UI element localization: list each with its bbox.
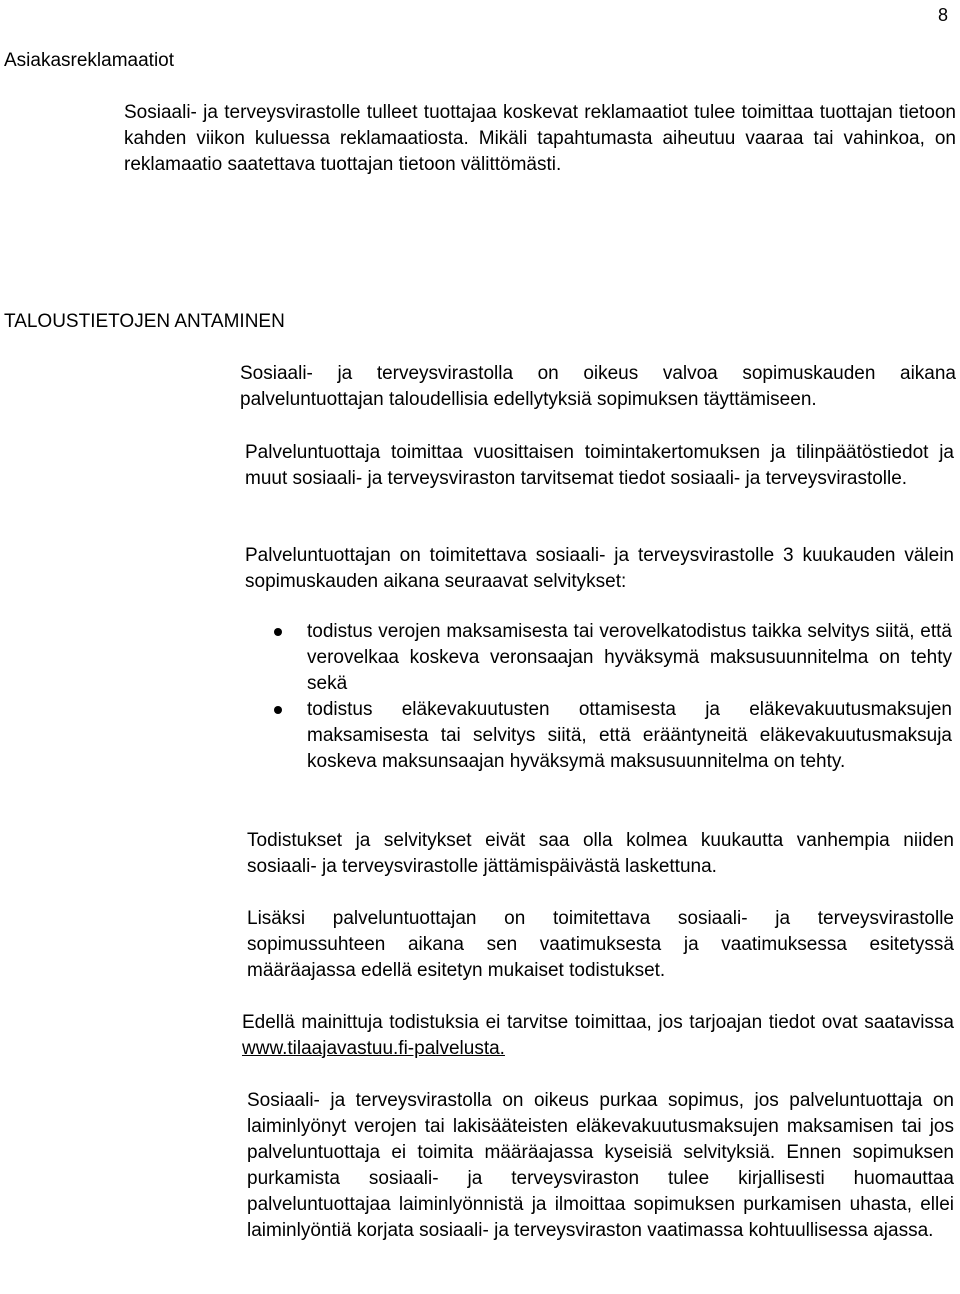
selvitykset-list <box>272 619 952 775</box>
paragraph-tilaajavastuu-text: Edellä mainittuja todistuksia ei tarvitse toimittaa, jos tarjoajan tiedot ovat saatavissa <box>242 1012 954 1033</box>
paragraph-purku: Sosiaali- ja terveysvirastolla on oikeus purkaa sopimus, jos palveluntuottaja on laiminlyönyt verojen tai lakisääteisten eläkevakuutusmaksujen maksamisen tai jos palveluntuottaja ei toimita määräajassa kyseisiä selvityksiä. Ennen sopimuksen purkamista sosiaali- ja terveysviraston tulee kirjallisesti huomauttaa palveluntuottajaa laiminlyönnistä ja ilmoittaa sopimuksen purkamisen uhasta, ellei laiminlyöntiä korjata sosiaali- ja terveysviraston vaatimassa kohtuullisessa ajassa. <box>247 1090 954 1241</box>
paragraph-lisaksi: Lisäksi palveluntuottajan on toimitettava sosiaali- ja terveysvirastolle sopimussuhteen aikana sen vaatimuksesta ja vaatimuksessa esitetyssä määräajassa edellä esitetyn mukaiset todistukset. <box>247 908 954 981</box>
list-item <box>272 697 952 775</box>
paragraph-tilaajavastuu <box>242 1010 954 1062</box>
section-heading-taloustiedot: TALOUSTIETOJEN ANTAMINEN <box>4 311 285 332</box>
bullet-icon <box>274 628 282 636</box>
paragraph-todistukset-ika: Todistukset ja selvitykset eivät saa olla kolmea kuukautta vanhempia niiden sosiaali- ja terveysvirastolle jättämispäivästä laskettuna. <box>247 830 954 877</box>
paragraph-reklamaatiot: Sosiaali- ja terveysvirastolle tulleet tuottajaa koskevat reklamaatiot tulee toimittaa tuottajan tietoon kahden viikon kuluessa reklamaatiosta. Mikäli tapahtumasta aiheutuu vaaraa tai vahinkoa, on reklamaatio saatettava tuottajan tietoon välittömästi. <box>124 102 956 175</box>
section-heading-asiakasreklamaatiot: Asiakasreklamaatiot <box>4 50 175 71</box>
list-item-text: todistus eläkevakuutusten ottamisesta ja eläkevakuutusmaksujen maksamisesta tai selvitys siitä, että erääntyneitä eläkevakuutusmaksuja koskeva maksunsaajan hyväksymä maksusuunnitelma on tehty. <box>307 699 952 772</box>
list-item <box>272 619 952 697</box>
page-number: 8 <box>937 5 948 25</box>
bullet-icon <box>274 706 282 714</box>
list-item-text: todistus verojen maksamisesta tai verovelkatodistus taikka selvitys siitä, että verovelkaa koskeva veronsaajan hyväksymä maksusuunnitelma on tehty sekä <box>307 621 952 694</box>
paragraph-toimintakertomus: Palveluntuottaja toimittaa vuosittaisen toimintakertomuksen ja tilinpäätöstiedot ja muut sosiaali- ja terveysviraston tarvitsemat tiedot sosiaali- ja terveysvirastolle. <box>245 442 954 489</box>
paragraph-valvonta: Sosiaali- ja terveysvirastolla on oikeus valvoa sopimuskauden aikana palveluntuottajan taloudellisia edellytyksiä sopimuksen täyttämiseen. <box>240 363 956 410</box>
tilaajavastuu-link[interactable]: www.tilaajavastuu.fi-palvelusta. <box>242 1038 505 1059</box>
paragraph-selvitykset: Palveluntuottajan on toimitettava sosiaali- ja terveysvirastolle 3 kuukauden välein sopimuskauden aikana seuraavat selvitykset: <box>245 545 954 592</box>
